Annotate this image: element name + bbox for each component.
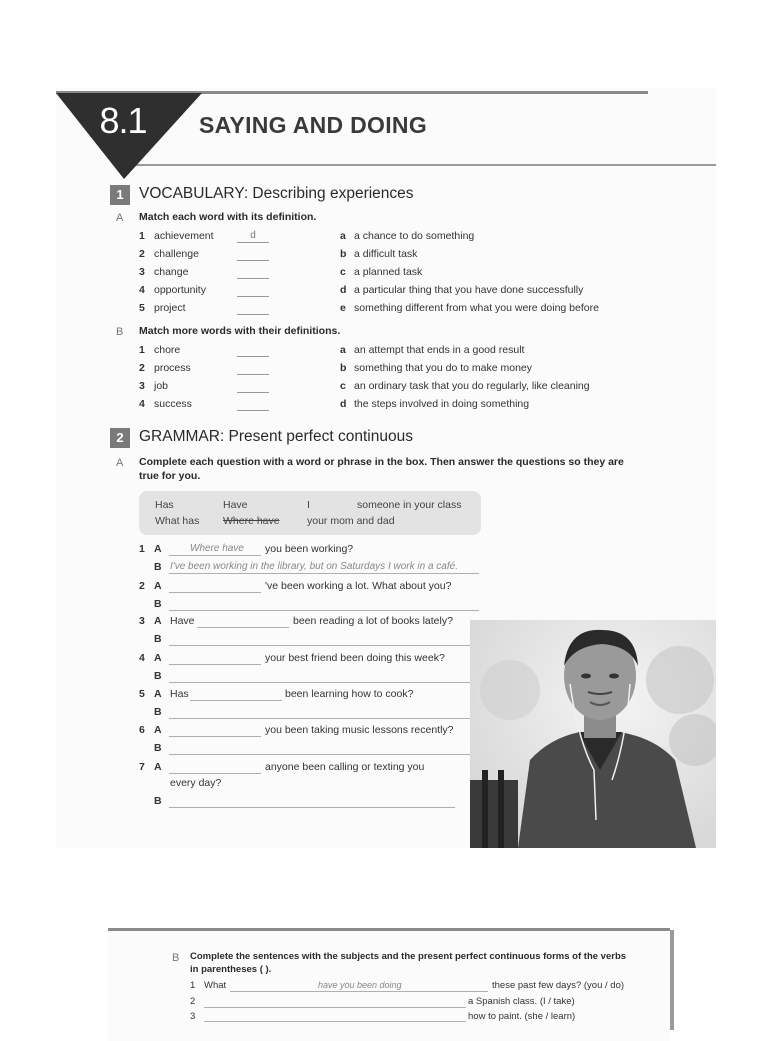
box-word: I xyxy=(307,499,310,511)
answer-blank[interactable] xyxy=(237,302,269,315)
answer-blank[interactable] xyxy=(237,248,269,261)
answer-blank[interactable]: d xyxy=(237,230,269,243)
answer-blank[interactable] xyxy=(237,398,269,411)
answer-blank[interactable] xyxy=(169,736,261,737)
box-word: What has xyxy=(155,515,200,527)
answer-line[interactable] xyxy=(169,610,479,611)
answer-blank[interactable] xyxy=(169,592,261,593)
instruction: Match more words with their definitions. xyxy=(139,325,341,337)
answer-blank[interactable] xyxy=(230,991,488,992)
answer-blank[interactable] xyxy=(169,773,261,774)
answer-blank[interactable] xyxy=(237,344,269,357)
answer-blank[interactable] xyxy=(190,700,282,701)
answer-blank[interactable] xyxy=(237,362,269,375)
answer-line[interactable] xyxy=(169,573,479,574)
instruction-line-1: Complete the sentences with the subjects and the present perfect continuous forms of the verbs xyxy=(190,951,627,962)
answer-blank[interactable] xyxy=(204,1007,466,1008)
answer-blank[interactable] xyxy=(169,555,261,556)
word-box xyxy=(139,491,481,535)
part-letter: B xyxy=(116,326,124,338)
box-word: Has xyxy=(155,499,174,511)
instruction-line-1: Complete each question with a word or phrase in the box. Then answer the questions so they are xyxy=(139,456,624,468)
box-word: your mom and dad xyxy=(307,515,395,527)
answer-line[interactable] xyxy=(169,754,479,755)
instruction-line-2: in parentheses ( ). xyxy=(190,964,272,975)
sample-answer: Where have xyxy=(190,543,244,554)
answer-blank[interactable] xyxy=(237,266,269,279)
box-word: Have xyxy=(223,499,248,511)
title-rule xyxy=(134,164,716,166)
answer-line[interactable] xyxy=(169,718,479,719)
section-1-title: VOCABULARY: Describing experiences xyxy=(139,185,414,202)
instruction: Match each word with its definition. xyxy=(139,211,317,223)
box-word: someone in your class xyxy=(357,499,462,511)
unit-title: SAYING AND DOING xyxy=(199,112,428,138)
answer-blank[interactable] xyxy=(197,627,289,628)
section-2-number: 2 xyxy=(110,428,130,448)
sample-answer: have you been doing xyxy=(318,980,402,990)
student-photo xyxy=(470,620,716,848)
instruction-line-2: true for you. xyxy=(139,470,201,482)
part-letter: B xyxy=(172,952,180,964)
sample-answer: I've been working in the library, but on Saturdays I work in a café. xyxy=(170,561,458,572)
answer-line[interactable] xyxy=(169,682,479,683)
part-letter: A xyxy=(116,212,124,224)
box-word-used: Where have xyxy=(223,515,280,527)
part-letter: A xyxy=(116,457,124,469)
section-1-number: 1 xyxy=(110,185,130,205)
unit-number: 8.1 xyxy=(99,100,147,141)
person-illustration xyxy=(470,620,716,848)
section-2-title: GRAMMAR: Present perfect continuous xyxy=(139,428,413,445)
answer-blank[interactable] xyxy=(204,1021,466,1022)
answer-blank[interactable] xyxy=(237,284,269,297)
answer-line[interactable] xyxy=(169,807,455,808)
answer-blank[interactable] xyxy=(169,664,261,665)
page-edge xyxy=(670,930,674,1030)
answer-line[interactable] xyxy=(169,645,479,646)
answer-blank[interactable] xyxy=(237,380,269,393)
